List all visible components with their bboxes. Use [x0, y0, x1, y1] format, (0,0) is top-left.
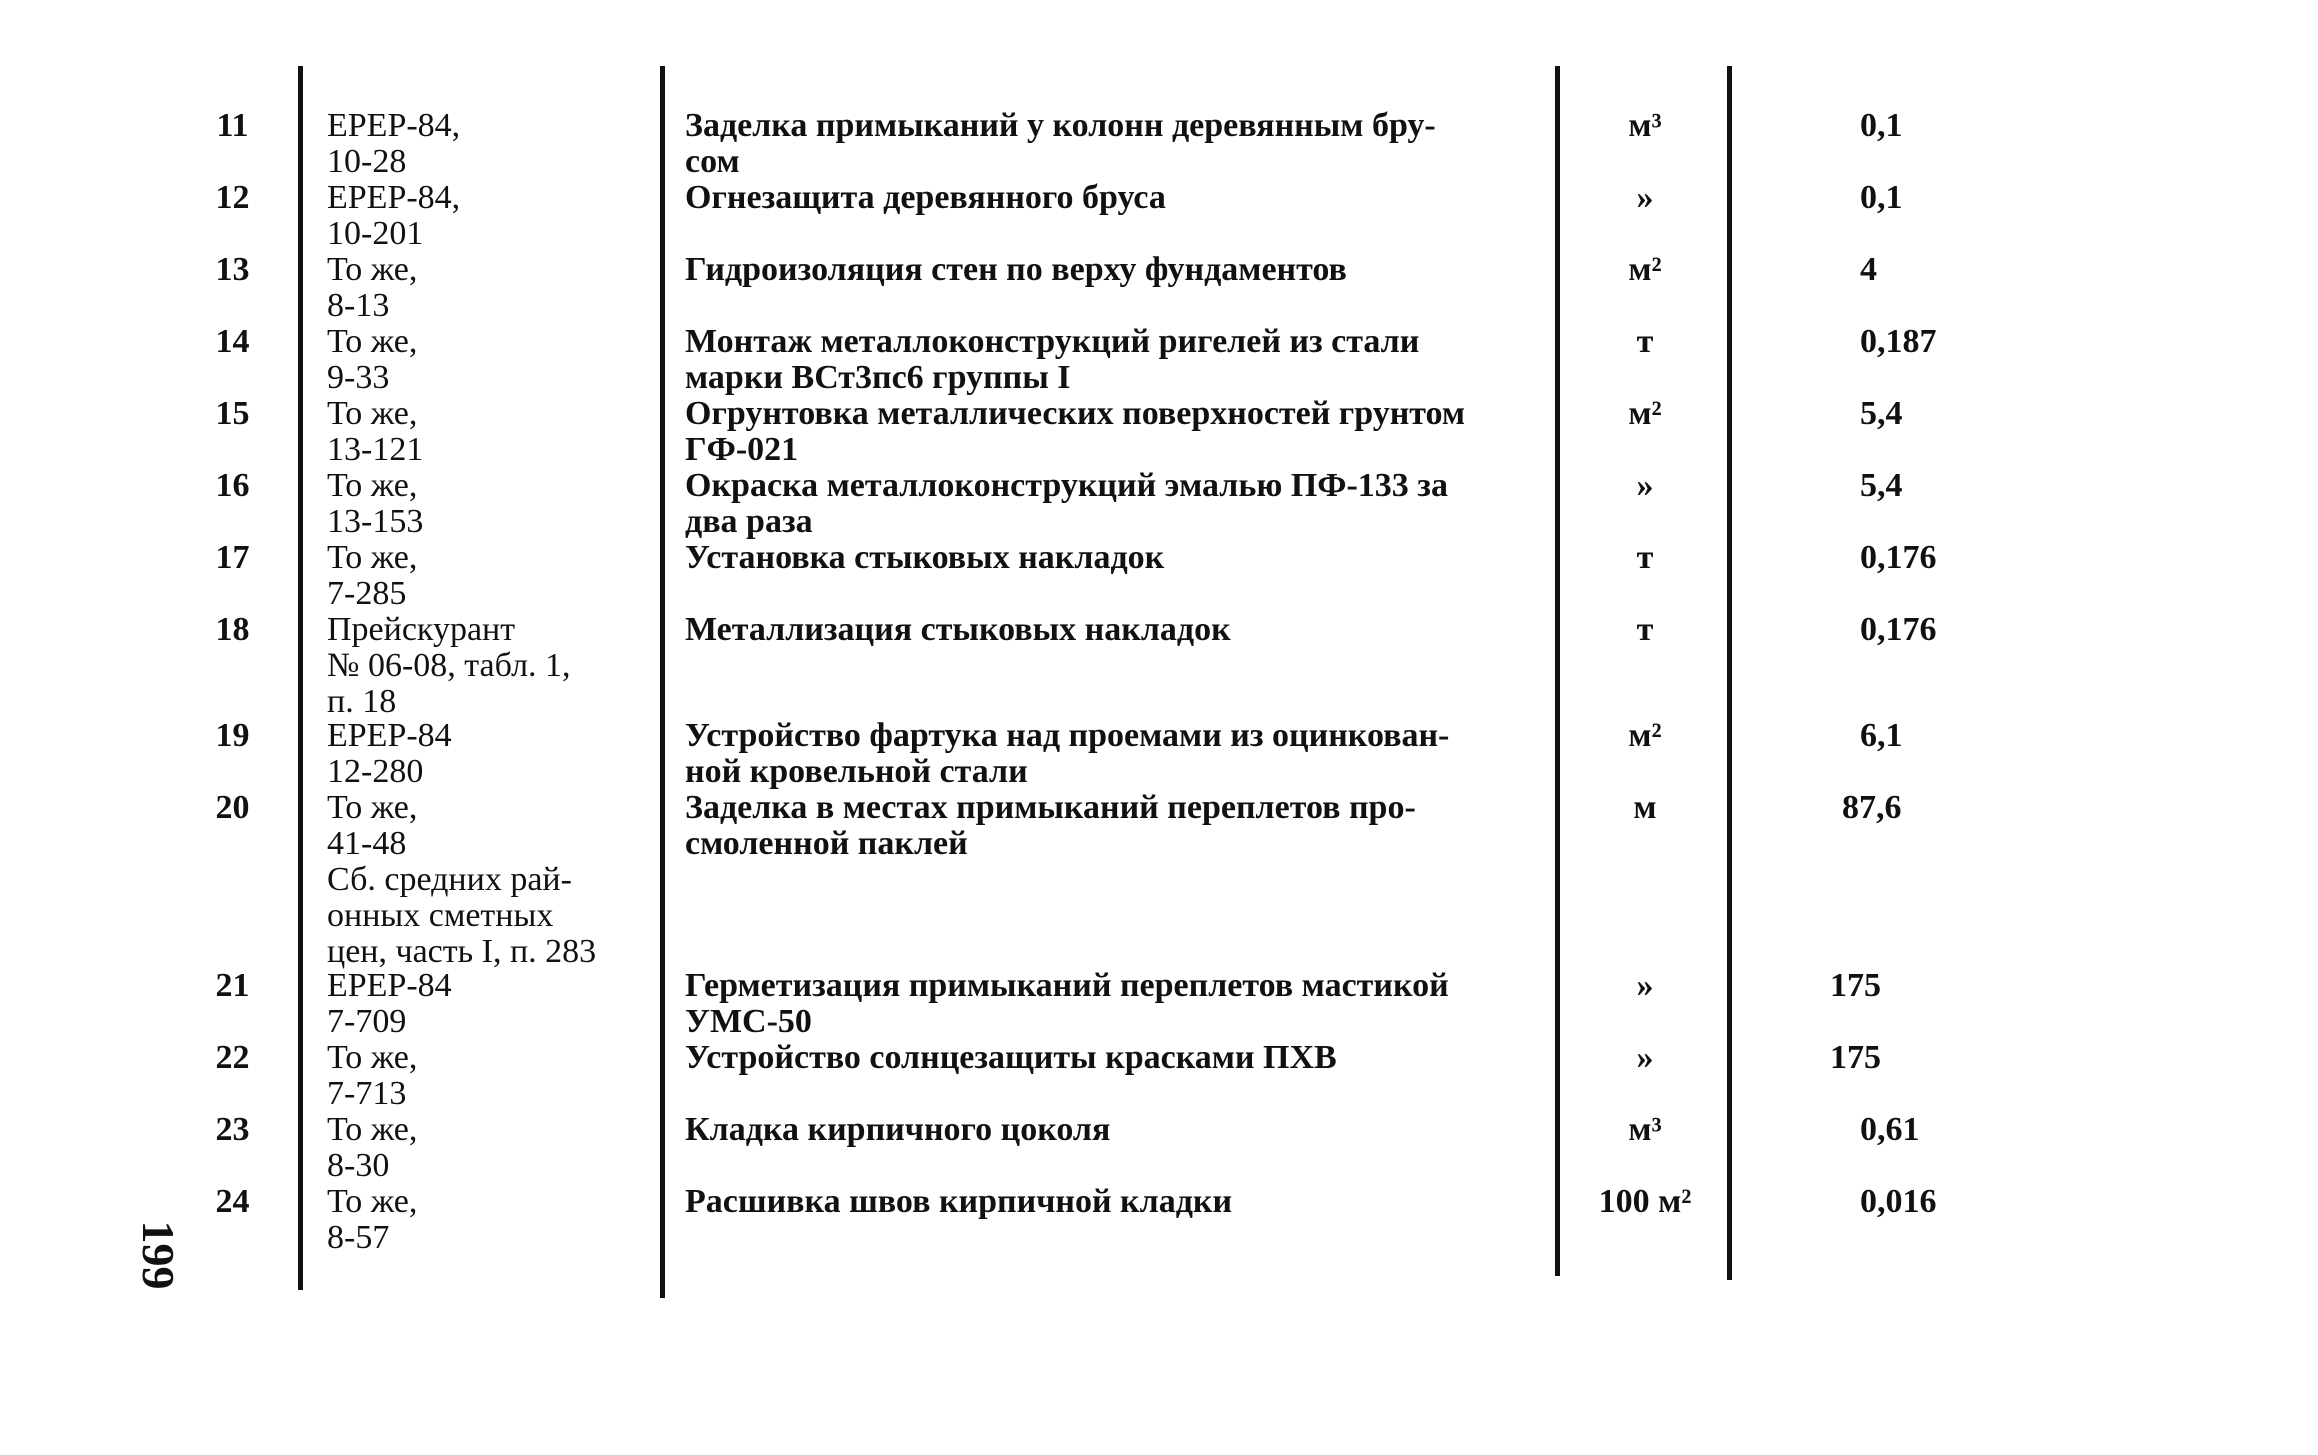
table-row: [0, 612, 2318, 720]
row-number: 14: [215, 323, 250, 360]
work-description: Огрунтовка металлических поверхностей грунтом ГФ-021: [685, 395, 1466, 468]
row-number: 17: [215, 539, 250, 576]
reference-code: То же, 13-153: [327, 467, 424, 540]
quantity: 0,1: [1860, 107, 1903, 144]
table-row: [0, 1040, 2318, 1110]
reference-code: ЕРЕР-84 7-709: [327, 967, 452, 1040]
work-description: Металлизация стыковых накладок: [685, 611, 1231, 648]
row-number: 20: [215, 789, 250, 826]
reference-code: То же, 7-713: [327, 1039, 418, 1112]
row-number: 16: [215, 467, 250, 504]
quantity: 5,4: [1860, 467, 1903, 504]
work-description: Устройство солнцезащиты красками ПХВ: [685, 1039, 1337, 1076]
unit-of-measure: »: [1636, 467, 1654, 504]
reference-code: То же, 8-30: [327, 1111, 418, 1184]
table-row: [0, 468, 2318, 538]
page-number: 199: [133, 1220, 184, 1290]
unit-of-measure: т: [1636, 539, 1654, 576]
work-description: Установка стыковых накладок: [685, 539, 1165, 576]
unit-of-measure: 100 м²: [1598, 1183, 1692, 1220]
row-number: 18: [215, 611, 250, 648]
unit-of-measure: м²: [1628, 395, 1662, 432]
unit-of-measure: м³: [1628, 107, 1662, 144]
table-row: [0, 252, 2318, 322]
unit-of-measure: т: [1636, 611, 1654, 648]
row-number: 22: [215, 1039, 250, 1076]
unit-of-measure: м³: [1628, 1111, 1662, 1148]
row-number: 19: [215, 717, 250, 754]
reference-code: Прейскурант № 06-08, табл. 1, п. 18: [327, 611, 571, 720]
quantity: 4: [1860, 251, 1877, 288]
row-number: 21: [215, 967, 250, 1004]
reference-code: То же, 41-48 Сб. средних рай- онных сметных цен, часть I, п. 283: [327, 789, 597, 970]
work-description: Герметизация примыканий переплетов мастикой УМС-50: [685, 967, 1449, 1040]
row-number: 13: [215, 251, 250, 288]
quantity: 6,1: [1860, 717, 1903, 754]
unit-of-measure: м: [1633, 789, 1657, 826]
table-row: [0, 540, 2318, 610]
table-row: [0, 396, 2318, 466]
work-description: Монтаж металлоконструкций ригелей из стали марки ВСт3пс6 группы I: [685, 323, 1420, 396]
unit-of-measure: т: [1636, 323, 1654, 360]
row-number: 23: [215, 1111, 250, 1148]
unit-of-measure: »: [1636, 1039, 1654, 1076]
quantity: 0,61: [1860, 1111, 1920, 1148]
work-description: Заделка в местах примыканий переплетов про- смоленной паклей: [685, 789, 1416, 862]
row-number: 11: [216, 107, 249, 144]
reference-code: То же, 13-121: [327, 395, 424, 468]
quantity: 0,176: [1860, 539, 1937, 576]
work-description: Окраска металлоконструкций эмалью ПФ-133 за два раза: [685, 467, 1448, 540]
quantity: 175: [1830, 1039, 1881, 1076]
table-row: [0, 718, 2318, 788]
unit-of-measure: »: [1636, 179, 1654, 216]
work-description: Устройство фартука над проемами из оцинкован- ной кровельной стали: [685, 717, 1450, 790]
unit-of-measure: »: [1636, 967, 1654, 1004]
reference-code: То же, 9-33: [327, 323, 418, 396]
reference-code: То же, 8-57: [327, 1183, 418, 1256]
work-description: Огнезащита деревянного бруса: [685, 179, 1166, 216]
unit-of-measure: м²: [1628, 717, 1662, 754]
reference-code: То же, 7-285: [327, 539, 418, 612]
quantity: 5,4: [1860, 395, 1903, 432]
table-row: [0, 1112, 2318, 1182]
row-number: 12: [215, 179, 250, 216]
table-row: [0, 108, 2318, 178]
quantity: 0,016: [1860, 1183, 1937, 1220]
quantity: 0,187: [1860, 323, 1937, 360]
table-row: [0, 968, 2318, 1038]
unit-of-measure: м²: [1628, 251, 1662, 288]
row-number: 24: [215, 1183, 250, 1220]
table-row: [0, 1184, 2318, 1254]
work-description: Заделка примыканий у колонн деревянным бру- сом: [685, 107, 1436, 180]
table-row: [0, 324, 2318, 394]
reference-code: ЕРЕР-84, 10-201: [327, 179, 461, 252]
quantity: 0,1: [1860, 179, 1903, 216]
work-description: Расшивка швов кирпичной кладки: [685, 1183, 1233, 1220]
work-description: Кладка кирпичного цоколя: [685, 1111, 1111, 1148]
quantity: 175: [1830, 967, 1881, 1004]
reference-code: ЕРЕР-84 12-280: [327, 717, 452, 790]
reference-code: То же, 8-13: [327, 251, 418, 324]
quantity: 0,176: [1860, 611, 1937, 648]
table-row: [0, 180, 2318, 250]
row-number: 15: [215, 395, 250, 432]
quantity: 87,6: [1842, 789, 1902, 826]
table-row: [0, 790, 2318, 970]
work-description: Гидроизоляция стен по верху фундаментов: [685, 251, 1347, 288]
reference-code: ЕРЕР-84, 10-28: [327, 107, 461, 180]
